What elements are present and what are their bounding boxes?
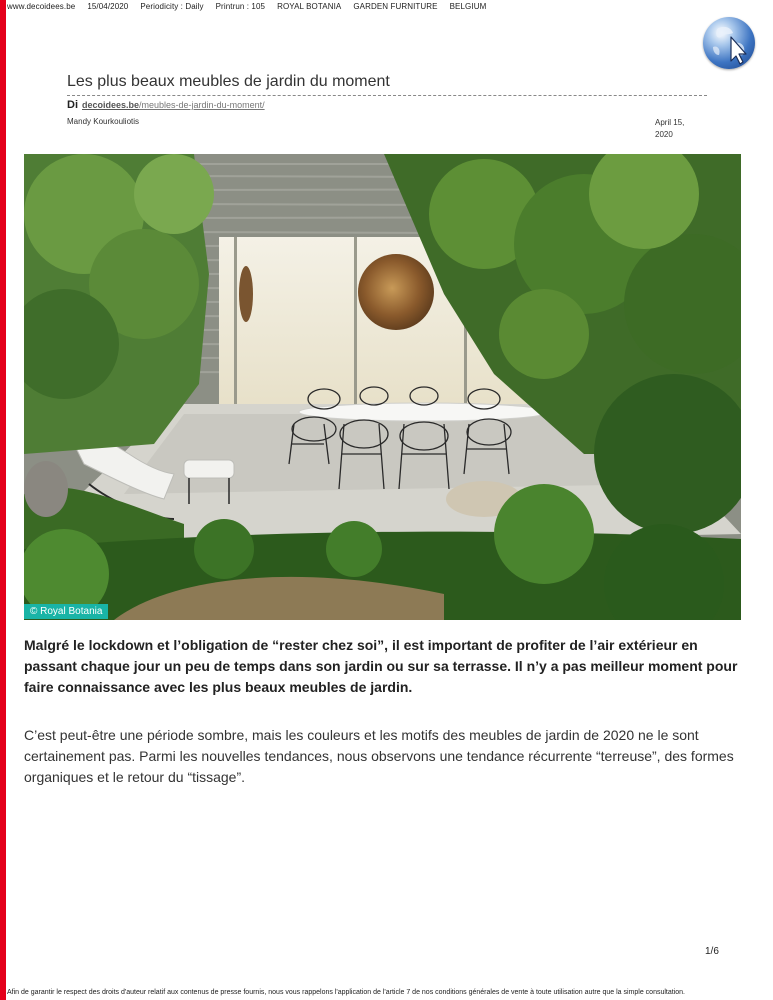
page-number: 1/6 [705, 946, 719, 957]
copyright-footer: Afin de garantir le respect des droits d'auteur relatif aux contenus de presse fournis, nous vous rappelons l'application de l'article 7 de nos conditions générales de vente à toute utilisation autre que la simple consultation. [7, 989, 685, 996]
source-path[interactable]: /meubles-de-jardin-du-moment/ [139, 100, 265, 110]
article-author: Mandy Kourkouliotis [67, 117, 140, 126]
header-country: BELGIUM [449, 2, 487, 11]
source-line [67, 99, 265, 111]
header-website: www.decoidees.be [7, 2, 76, 11]
header-date: 15/04/2020 [87, 2, 129, 11]
globe-cursor-logo-icon [703, 17, 755, 69]
header-brand: ROYAL BOTANIA [277, 2, 342, 11]
article-lead: Malgré le lockdown et l’obligation de “rester chez soi”, il est important de profiter de l’air extérieur en passant chaque jour un peu de temps dans son jardin ou sur sa terrasse. Il n’y a pas meilleur moment pour faire connaissance avec les plus beaux meubles de jardin. [24, 637, 738, 695]
source-domain[interactable]: decoidees.be [82, 100, 140, 110]
title-divider [67, 95, 707, 96]
header-category: GARDEN FURNITURE [353, 2, 438, 11]
left-red-bar [0, 0, 6, 1000]
article-date-line2: 2020 [655, 130, 673, 139]
header-printrun: Printrun : 105 [215, 2, 266, 11]
article-date-line1: April 15, [655, 118, 685, 127]
garden-furniture-photo [24, 154, 741, 620]
article-body: C’est peut-être une période sombre, mais les couleurs et les motifs des meubles de jardin de 2020 ne le sont certainement pas. Parmi les nouvelles tendances, nous observons une tendance récurrente “terreuse”, des formes organiques et le retour du “tissage”. [24, 727, 734, 785]
photo-credit: © Royal Botania [24, 604, 108, 619]
header-periodicity: Periodicity : Daily [140, 2, 204, 11]
source-link[interactable] [82, 100, 265, 110]
article-date [655, 117, 705, 141]
source-prefix: Di [67, 99, 78, 111]
press-header-line [7, 2, 498, 11]
article-title: Les plus beaux meubles de jardin du moment [67, 73, 390, 90]
